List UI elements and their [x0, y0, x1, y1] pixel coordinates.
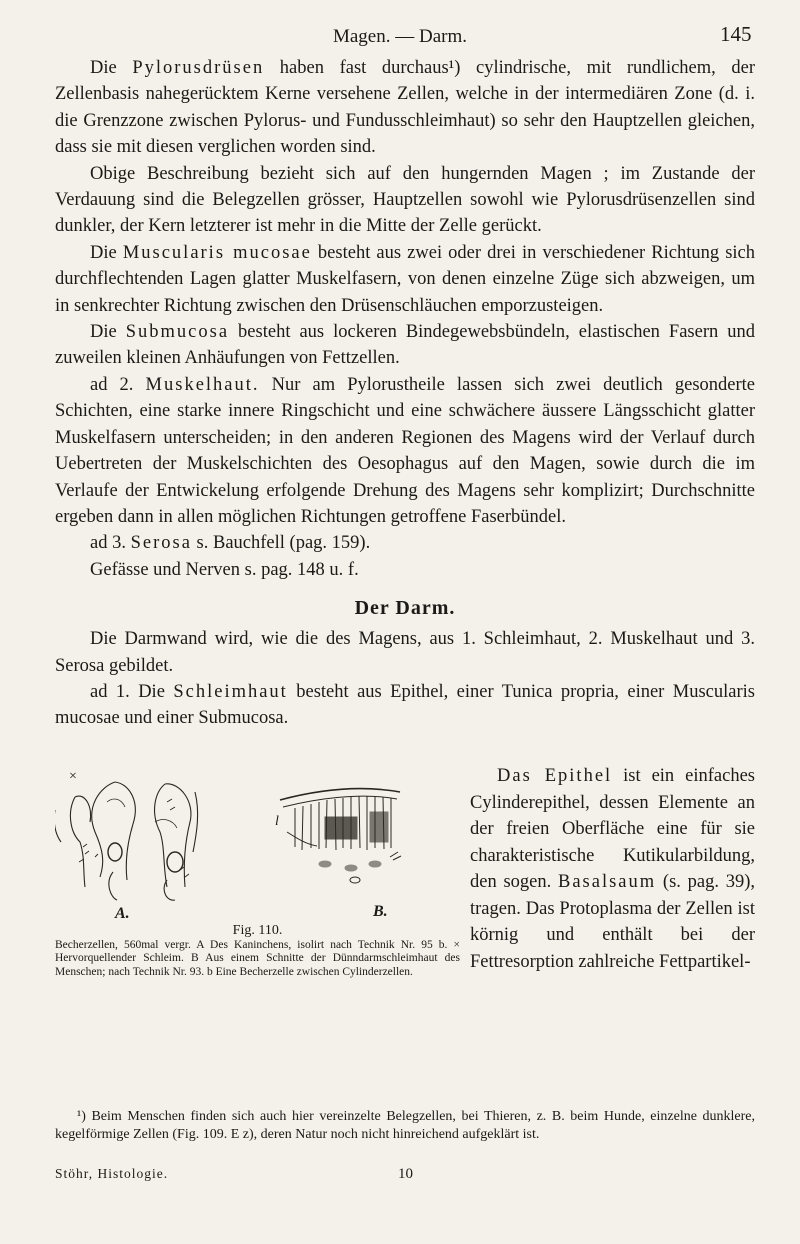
paragraph-text: Die	[90, 242, 123, 263]
running-title: Magen. — Darm.	[332, 26, 468, 47]
spaced-term: Submucosa	[125, 322, 230, 343]
paragraph-text: ad 2.	[90, 374, 146, 395]
spaced-term: Das Epithel	[497, 766, 613, 786]
paragraph-text: ist ein einfaches Cylinderepithel, dessen Elemente an der freien Oberfläche eine für sie charakteristische Kutikularbildung, den sogen.	[470, 766, 755, 892]
figure-title: Fig. 110.	[232, 923, 283, 938]
paragraph-text: besteht aus Epithel, einer Tunica propria, einer Muscularis mucosae und einer Submucosa.	[55, 681, 755, 729]
paragraph-submucosa	[55, 319, 755, 372]
footnote-text: ¹) Beim Menschen finden sich auch hier vereinzelte Belegzellen, bei Thieren, z. B. beim Hunde, einzelne dunklere, kegelförmige Zellen (Fig. 109. E z), deren Natur noch nicht hinreichend aufgeklärt ist.	[55, 1109, 755, 1142]
sheet-number: 10	[398, 1166, 413, 1182]
spaced-term: Pylorusdrüsen	[132, 58, 265, 78]
paragraph-schleimhaut	[55, 679, 755, 732]
paragraph-text: Die	[90, 58, 133, 78]
figure-marker: ×	[69, 769, 77, 784]
spaced-term: Serosa	[130, 533, 192, 554]
paragraph-gefaesse	[55, 557, 755, 583]
figure-caption	[55, 924, 460, 979]
figure-label-b: B.	[373, 903, 388, 920]
paragraph-text: s. Bauchfell (pag. 159).	[191, 533, 371, 554]
paragraph-text: Die	[90, 322, 126, 343]
paragraph-verdauung	[55, 161, 755, 240]
paragraph-text: Gefässe und Nerven s. pag. 148 u. f.	[90, 559, 359, 580]
running-head	[0, 22, 800, 52]
spaced-term: Muscularis mucosae	[122, 242, 312, 263]
paragraph-text: haben fast durchaus¹) cylindrische, mit rundlichem, der Zellenbasis nahegerücktem Kerne versehene Zellen, welche in der intermediären Zone (d. i. die Grenzzone zwischen Pylorus- und Fundusschleimhaut) so sehr den Hauptzellen gleichen, dass sie mit diesen verglichen worden sind.	[55, 58, 755, 158]
paragraph-epithel	[470, 763, 755, 975]
paragraph-darmwand: Die Darmwand wird, wie die des Magens, aus 1. Schleimhaut, 2. Muskelhaut und 3. Serosa gebildet.	[55, 629, 755, 676]
paragraph-serosa	[55, 530, 755, 556]
paragraph-text: Obige Beschreibung bezieht sich auf den hungernden Magen ; im Zustande der Verdauung sind die Belegzellen grösser, Hauptzellen sowohl wie Pylorusdrüsenzellen sind dunkler, der Kern letzterer ist mehr in die Mitte der Zelle gerückt.	[55, 163, 755, 237]
paragraph-pylorusdruesen	[55, 55, 755, 161]
epithel-column	[470, 763, 755, 975]
page-number: 145	[720, 22, 752, 46]
main-text	[55, 55, 755, 732]
footnote	[55, 1108, 755, 1144]
paragraph-muscularis	[55, 240, 755, 319]
paragraph-muskelhaut	[55, 372, 755, 530]
figure-label-a: A.	[115, 905, 130, 922]
paragraph-text: Nur am Pylorustheile lassen sich zwei deutlich gesonderte Schichten, eine starke innere Ringschicht und eine schwächere äussere Längsschicht glatter Muskelfasern unterscheiden; in den anderen Regionen des Magens wird der Verlauf durch Uebertreten der Muskelschichten des Oesophagus auf den Magen, sowie durch die im Verlaufe der Entwickelung erfolgende Drehung des Magens sehr komplizirt; Durchschnitte ergeben dann in allen möglichen Richtungen getroffene Faserbündel.	[55, 374, 755, 527]
spaced-term: Basalsaum	[558, 872, 657, 892]
paragraph-text: ad 3.	[90, 533, 131, 554]
figure-label-l: l	[275, 814, 279, 829]
spaced-term: Schleimhaut	[173, 681, 288, 702]
paragraph-text: besteht aus lockeren Bindegewebsbündeln, elastischen Fasern und zuweilen kleinen Anhäufungen von Fettzellen.	[55, 322, 755, 369]
section-heading: Der Darm.	[354, 597, 456, 620]
caption-text: Becherzellen, 560mal vergr. A Des Kaninchens, isolirt nach Technik Nr. 95 b. × Hervorquellender Schleim. B Aus einem Schnitte der Dünndarmschleimhaut des Menschen; nach Technik Nr. 93. b Eine Becherzelle zwischen Cylinderzellen.	[55, 938, 460, 978]
book-signature: Stöhr, Histologie.	[55, 1166, 169, 1181]
spaced-term: Muskelhaut.	[145, 374, 260, 395]
paragraph-text: ad 1. Die	[90, 681, 174, 702]
becherzellen-illustration	[55, 762, 465, 922]
paragraph-text: besteht aus zwei oder drei in verschiedener Richtung sich durchflechtenden Lagen glatter Muskelfasern, von denen einzelne Züge sich abzweigen, um in senkrechter Richtung zwischen den Drüsenschläuchen emporzusteigen.	[55, 242, 756, 316]
figure-110	[55, 762, 465, 979]
paragraph-text: (s. pag. 39), tragen. Das Protoplasma der Zellen ist körnig und enthält bei der Fettresorption zahlreiche Fettpartikel-	[470, 872, 756, 972]
